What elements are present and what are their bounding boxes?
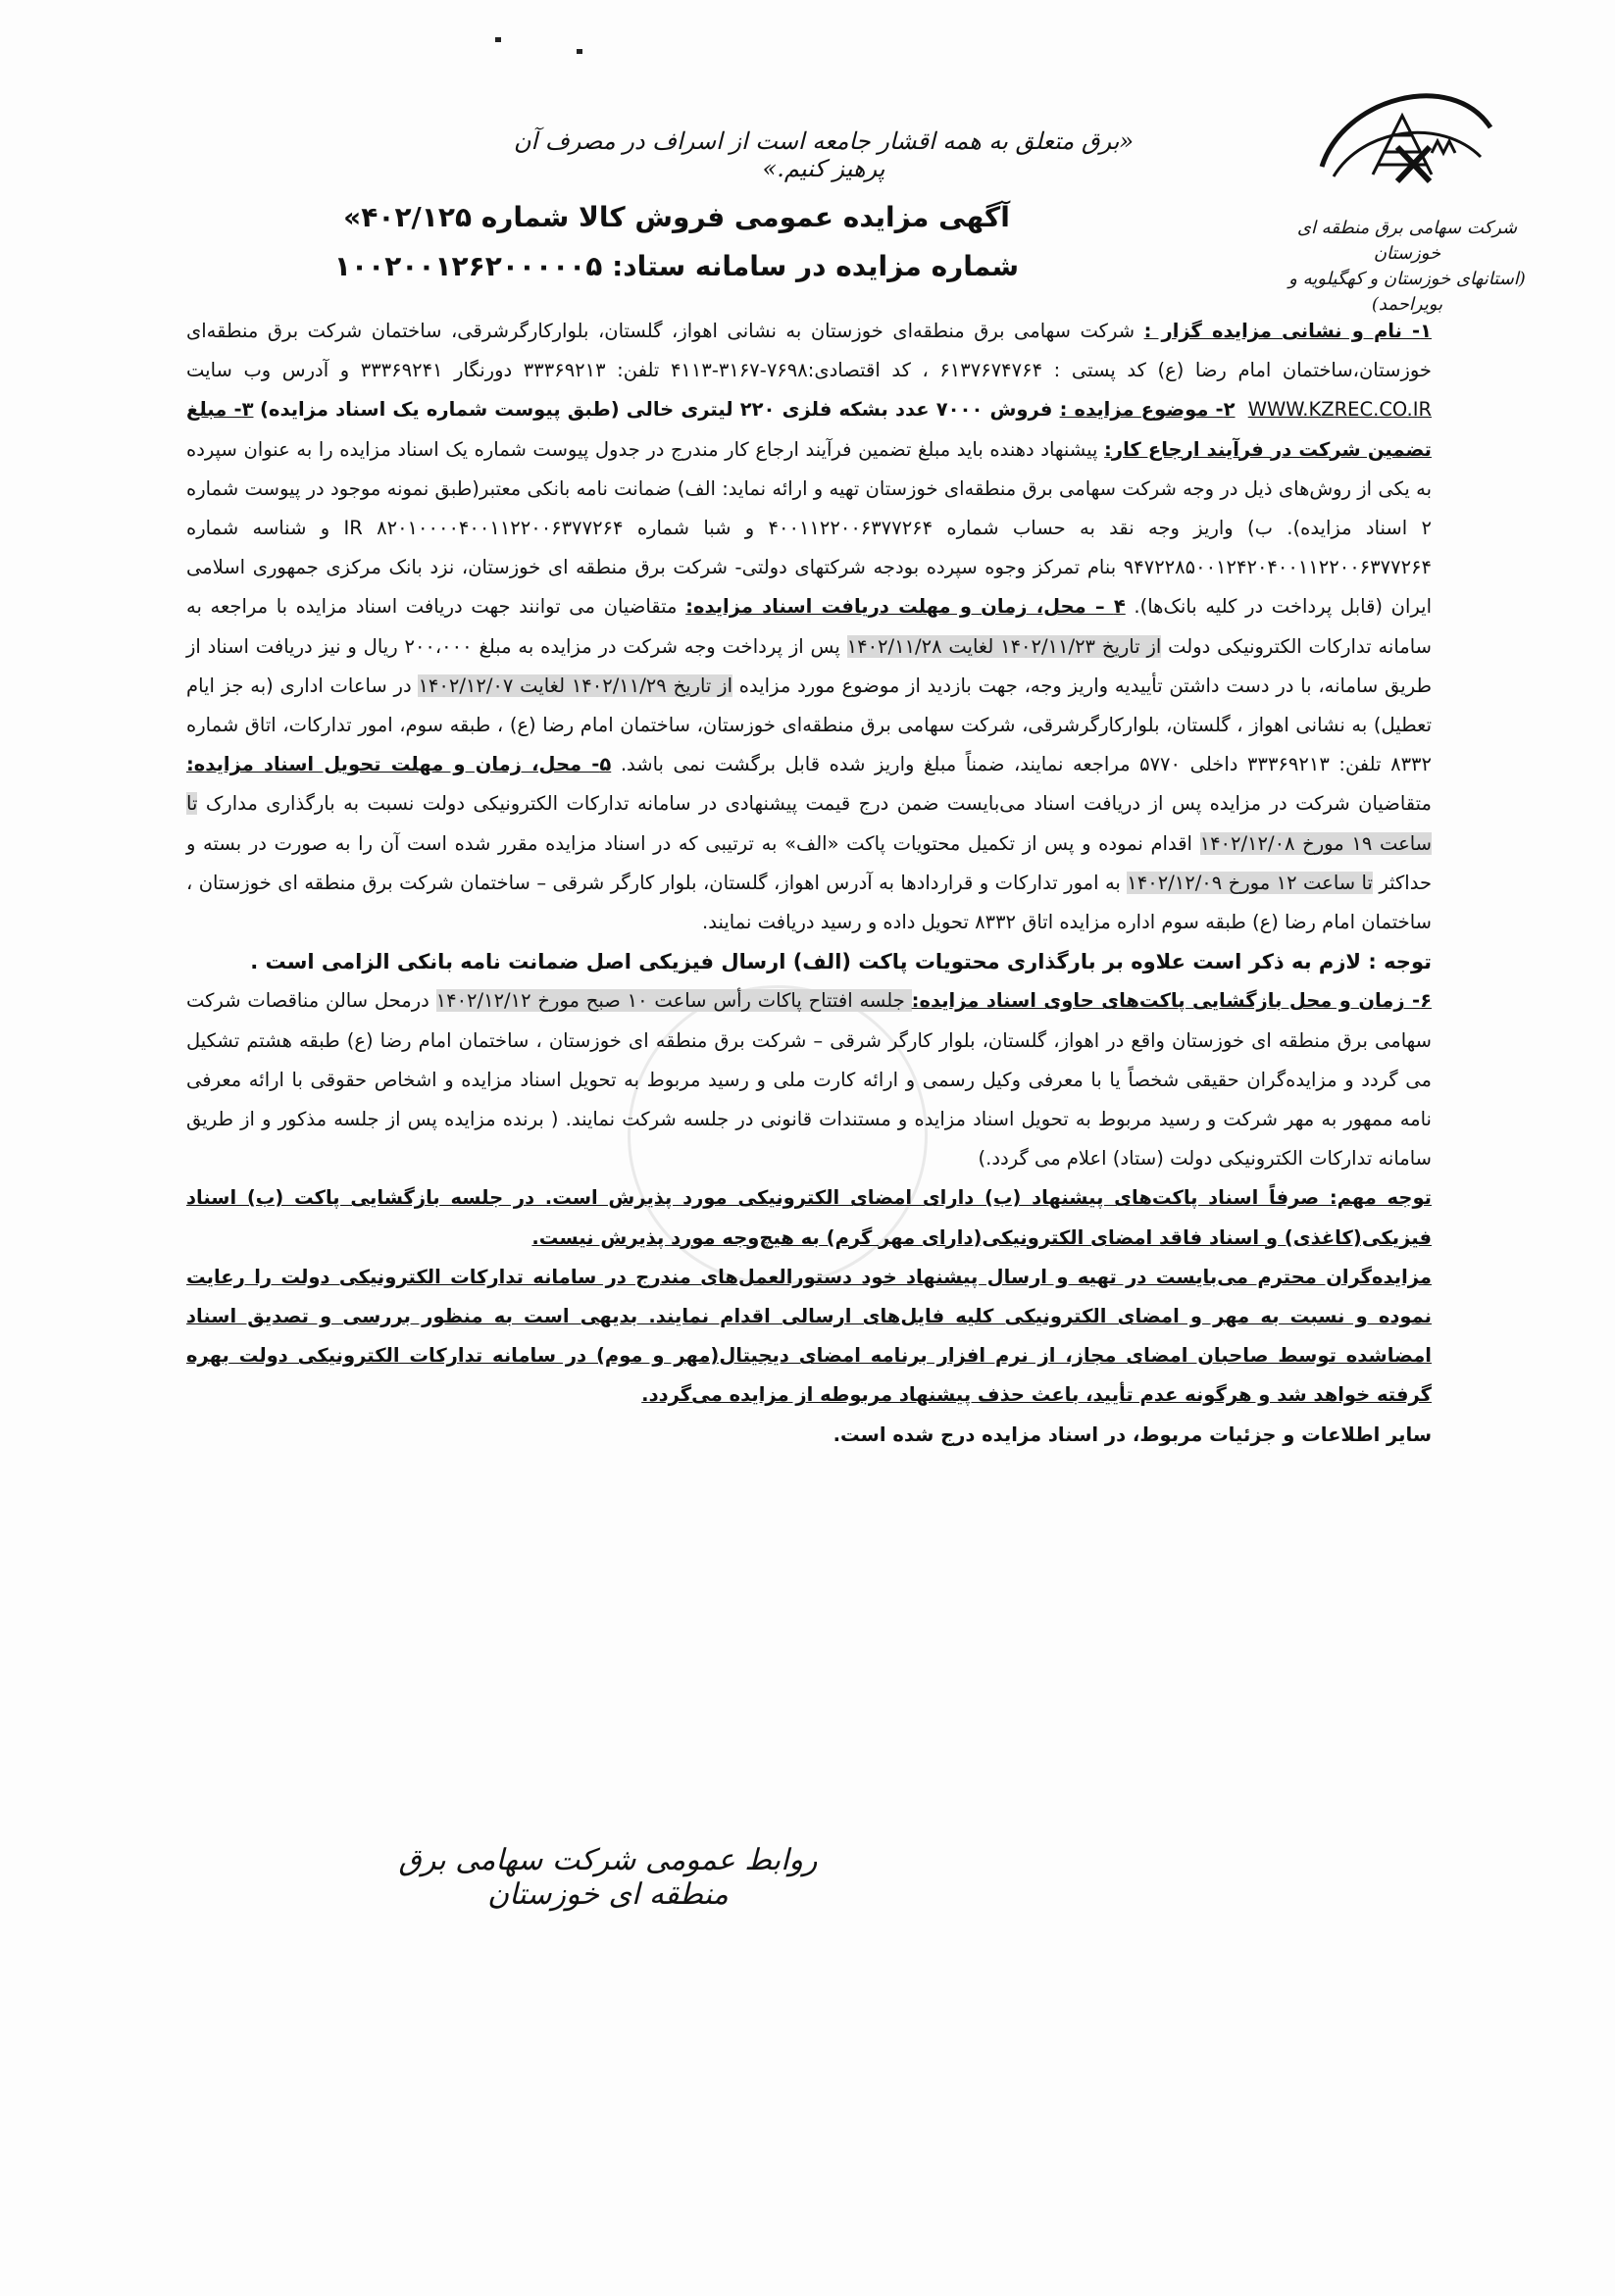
- section-5-text-b: اقدام نموده و پس از تکمیل محتویات پاکت «الف» به ترتیبی که در اسناد مزایده مقرر شده است آن را به صورت در بسته و حداکثر: [186, 831, 1432, 894]
- section-5-label: ۵- محل، زمان و مهلت تحویل اسناد مزایده:: [186, 753, 612, 776]
- section-3-label: ۳- مبلغ تضمین شرکت در فرآیند ارجاع کار:: [186, 398, 1432, 461]
- visit-date-range: از تاریخ ۱۴۰۲/۱۱/۲۹ لغایت ۱۴۰۲/۱۲/۰۷: [418, 674, 732, 697]
- notice-body: [186, 312, 1432, 1455]
- logo-caption-line1: شرکت سهامی برق منطقه ای خوزستان: [1296, 218, 1518, 264]
- closing-note: سایر اطلاعات و جزئیات مربوط، در اسناد مزایده درج شده است.: [833, 1423, 1432, 1446]
- section-6: [186, 981, 1432, 1178]
- section-2-label: ۲- موضوع مزایده :: [1059, 398, 1236, 422]
- transmission-tower-logo-icon: [1304, 59, 1500, 216]
- page-title: آگهی مزایده عمومی فروش کالا شماره ۴۰۲/۱۲۵»: [343, 201, 1010, 233]
- bank-guarantee-note: توجه : لازم به ذکر است علاوه بر بارگذاری محتویات پاکت (الف) ارسال فیزیکی اصل ضمانت نامه بانکی الزامی است .: [250, 950, 1432, 974]
- auction-number: شماره مزایده در سامانه ستاد: ۱۰۰۲۰۰۱۲۶۲۰۰۰۰۰۵: [333, 250, 1020, 282]
- section-1-text: شرکت سهامی برق منطقه‌ای خوزستان به نشانی اهواز، گلستان، بلوارکارگرشرقی، ساختمان شرکت برق منطقه‌ای خوزستان،ساختمان امام رضا (ع) کد پستی : ۶۱۳۷۶۷۴۷۶۴ ، کد اقتصادی:۷۶۹۸-۳۱۶۷-۴۱۱۳ تلفن: ۳۳۳۶۹۲۱۳ دورنگار ۳۳۳۶۹۲۴۱ و آدرس وب سایت: [186, 320, 1432, 382]
- section-4-label: ۴ – محل، زمان و مهلت دریافت اسناد مزایده:: [685, 595, 1126, 619]
- signature: روابط عمومی شرکت سهامی برق منطقه ای خوزستان: [398, 1843, 818, 1912]
- company-logo: [1265, 59, 1549, 315]
- important-note-1: توجه مهم: صرفاً اسناد پاکت‌های پیشنهاد (ب) دارای امضای الکترونیکی مورد پذیرش است. در جلسه بازگشایی پاکت (ب) اسناد فیزیکی(کاغذی) و اسناد فاقد امضای الکترونیکی(دارای مهر گرم) به هیچ‌وجه مورد پذیرش نیست.: [186, 1186, 1432, 1249]
- section-1: [186, 312, 1432, 942]
- section-6-label: ۶- زمان و محل بازگشایی پاکت‌های حاوی اسناد مزایده:: [911, 989, 1433, 1013]
- delivery-deadline: تا ساعت ۱۲ مورخ ۱۴۰۲/۱۲/۰۹: [1127, 871, 1373, 894]
- website-link[interactable]: WWW.KZREC.CO.IR: [1247, 398, 1432, 422]
- section-6-text: درمحل سالن مناقصات شرکت سهامی برق منطقه ای خوزستان واقع در اهواز، گلستان، بلوار کارگر شرقی – شرکت برق منطقه ای خوزستان ، ساختمان امام رضا (ع) طبقه هشتم تشکیل می گردد و مزایده‌گران حقیقی شخصاً یا با معرفی وکیل رسمی و ارائه کارت ملی و رسید مربوط به تحویل اسناد مزایده و اشخاص حقوقی با ارائه معرفی نامه ممهور به مهر شرکت و رسید مربوط به تحویل اسناد مزایده و مستندات قانونی در جلسه شرکت نمایند. ( برنده مزایده پس از جلسه مذکور و از طریق سامانه تدارکات الکترونیکی دولت (ستاد) اعلام می گردد.): [186, 989, 1432, 1171]
- section-4-text-a: متقاضیان می توانند جهت دریافت اسناد مزایده با مراجعه به سامانه تدارکات الکترونیکی دولت: [186, 595, 1432, 658]
- section-5-text-c: به امور تدارکات و قراردادها به آدرس اهواز، گلستان، بلوار کارگر شرقی – ساختمان شرکت برق منطقه ای خوزستان ، ساختمان امام رضا (ع) طبقه سوم اداره مزایده اتاق ۸۳۳۲ تحویل داده و رسید دریافت نمایند.: [186, 871, 1432, 934]
- document-date-range: از تاریخ ۱۴۰۲/۱۱/۲۳ لغایت ۱۴۰۲/۱۱/۲۸: [846, 634, 1162, 658]
- scan-speck: [577, 49, 582, 54]
- opening-session: جلسه افتتاح پاکات رأس ساعت ۱۰ صبح مورخ ۱۴۰۲/۱۲/۱۲: [435, 989, 912, 1013]
- section-5-text-a: متقاضیان شرکت در مزایده پس از دریافت اسناد می‌بایست ضمن درج قیمت پیشنهادی در سامانه تدارکات الکترونیکی دولت نسبت به بارگذاری مدارک: [197, 792, 1432, 816]
- section-4-text-b: پس از پرداخت وجه شرکت در مزایده به مبلغ ۲۰۰،۰۰۰ ریال و نیز دریافت اسناد از طریق سامانه، با در دست داشتن تأییدیه واریز وجه، جهت بازدید از موضوع مورد مزایده: [186, 634, 1432, 697]
- section-3-text: پیشنهاد دهنده باید مبلغ تضمین فرآیند ارجاع کار مندرج در جدول پیوست شماره یک اسناد مزایده را به عنوان سپرده به یکی از روش‌های ذیل در وجه شرکت سهامی برق منطقه‌ای خوزستان تهیه و ارائه نماید: الف) ضمانت نامه بانکی معتبر(طبق نمونه موجود در پیوست شماره ۲ اسناد مزایده). ب) واریز وجه نقد به حساب شماره ۴۰۰۱۱۲۲۰۰۶۳۷۷۲۶۴ و شبا شماره IR ۸۲۰۱۰۰۰۰۴۰۰۱۱۲۲۰۰۶۳۷۷۲۶۴ و شناسه شماره ۹۴۷۲۲۸۵۰۰۱۲۴۲۰۴۰۰۱۱۲۲۰۰۶۳۷۷۲۶۴ بنام تمرکز وجوه سپرده بودجه شرکتهای دولتی- شرکت برق منطقه ای خوزستان، نزد بانک مرکزی جمهوری اسلامی ایران (قابل پرداخت در کلیه بانک‌ها).: [186, 437, 1432, 619]
- important-note-2: مزایده‌گران محترم می‌بایست در تهیه و ارسال پیشنهاد خود دستورالعمل‌های مندرج در سامانه تدارکات الکترونیکی دولت را رعایت نموده و نسبت به مهر و امضای الکترونیکی کلیه فایل‌های ارسالی اقدام نمایند. بدیهی است به منظور بررسی و تصدیق اسناد امضاشده توسط صاحبان امضای مجاز، از نرم افزار برنامه امضای دیجیتال(مهر و موم) در سامانه تدارکات الکترونیکی دولت بهره گرفته خواهد شد و هرگونه عدم تأیید، باعث حذف پیشنهاد مربوطه از مزایده می‌گردد.: [186, 1265, 1432, 1407]
- motto: «برق متعلق به همه اقشار جامعه است از اسراف در مصرف آن پرهیز کنیم.»: [513, 127, 1135, 182]
- scan-speck: [495, 37, 501, 42]
- logo-caption-line2: (استانهای خوزستان و کهگیلویه و بویراحمد): [1288, 269, 1526, 315]
- section-4-text-c: در ساعات اداری (به جز ایام تعطیل) به نشانی اهواز ، گلستان، بلوارکارگرشرقی، شرکت سهامی برق منطقه‌ای خوزستان، ساختمان امام رضا (ع) ، طبقه سوم، امور تدارکات، اتاق شماره ۸۳۳۲ تلفن: ۳۳۳۶۹۲۱۳ داخلی ۵۷۷۰ مراجعه نمایند، ضمناً مبلغ واریز شده قابل برگشت نمی باشد.: [186, 674, 1433, 776]
- section-2-text: فروش ۷۰۰۰ عدد بشکه فلزی ۲۲۰ لیتری خالی (طبق پیوست شماره یک اسناد مزایده): [260, 398, 1060, 422]
- upload-deadline: تا ساعت ۱۹ مورخ ۱۴۰۲/۱۲/۰۸: [186, 792, 1433, 855]
- section-1-label: ۱- نام و نشانی مزایده گزار :: [1143, 320, 1432, 342]
